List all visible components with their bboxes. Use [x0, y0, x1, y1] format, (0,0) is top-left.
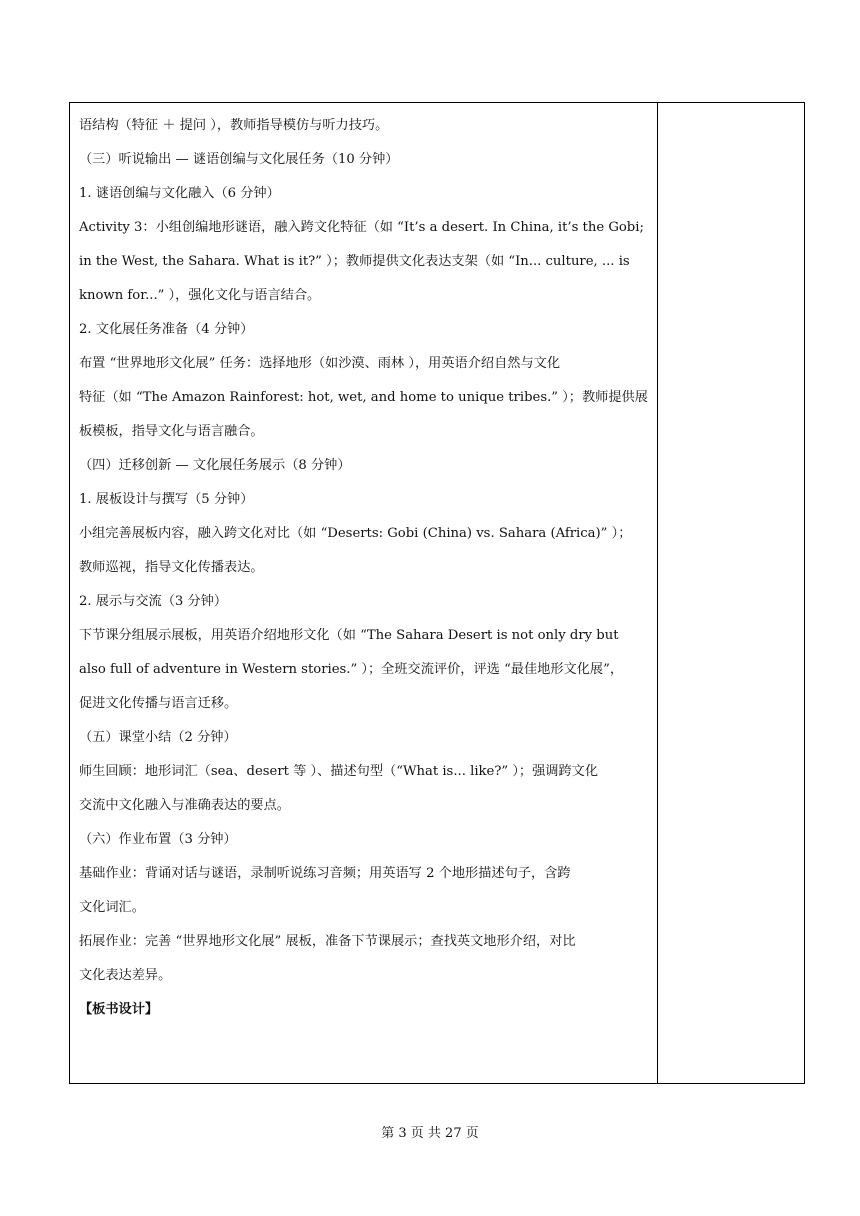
content-line: （三）听说输出 — 谜语创编与文化展任务（10 分钟） — [79, 152, 399, 167]
content-line: 交流中文化融入与准确表达的要点。 — [79, 798, 290, 813]
content-line: 文化词汇。 — [79, 900, 145, 915]
content-line: 教师巡视，指导文化传播表达。 — [79, 560, 264, 575]
content-line: 2. 文化展任务准备（4 分钟） — [79, 322, 254, 337]
content-line: 促进文化传播与语言迁移。 — [79, 696, 238, 711]
content-line: 小组完善展板内容，融入跨文化对比（如 “Deserts: Gobi (China) vs. Sahara (Africa)” ）； — [79, 526, 632, 541]
main-content-cell — [70, 103, 658, 1083]
page-number: 第 3 页 共 27 页 — [381, 1126, 479, 1141]
content-line: 特征（如 “The Amazon Rainforest: hot, wet, and home to unique tribes.” ）；教师提供展 — [79, 390, 648, 405]
content-line: 2. 展示与交流（3 分钟） — [79, 594, 228, 609]
content-line: 师生回顾：地形词汇（sea、desert 等 ）、描述句型（“What is... like?” ）；强调跨文化 — [79, 764, 599, 779]
content-line: （四）迁移创新 — 文化展任务展示（8 分钟） — [79, 458, 351, 473]
content-line: 基础作业：背诵对话与谜语，录制听说练习音频；用英语写 2 个地形描述句子，含跨 — [79, 866, 571, 881]
content-line: 板模板，指导文化与语言融合。 — [79, 424, 264, 439]
content-line: 1. 展板设计与撰写（5 分钟） — [79, 492, 254, 507]
content-line: Activity 3：小组创编地形谜语，融入跨文化特征（如 “It’s a desert. In China, it’s the Gobi; — [79, 220, 644, 235]
content-line: 拓展作业：完善 “世界地形文化展” 展板，准备下节课展示；查找英文地形介绍，对比 — [79, 934, 576, 949]
content-line: （六）作业布置（3 分钟） — [79, 832, 237, 847]
lesson-plan-table — [69, 102, 805, 1084]
content-line: 1. 谜语创编与文化融入（6 分钟） — [79, 186, 280, 201]
content-line: also full of adventure in Western stories.” ）；全班交流评价，评选 “最佳地形文化展”， — [79, 662, 624, 677]
content-line: （五）课堂小结（2 分钟） — [79, 730, 237, 745]
content-line: known for...” ），强化文化与语言结合。 — [79, 288, 321, 303]
content-lines — [79, 109, 653, 1027]
side-notes-cell — [658, 103, 804, 1083]
content-line: 【板书设计】 — [79, 1002, 159, 1017]
content-line: 布置 “世界地形文化展” 任务：选择地形（如沙漠、雨林 ），用英语介绍自然与文化 — [79, 356, 561, 371]
content-line: 语结构（特征 ＋ 提问 ），教师指导模仿与听力技巧。 — [79, 118, 389, 133]
content-line: in the West, the Sahara. What is it?” ）；教师提供文化表达支架（如 “In... culture, ... is — [79, 254, 630, 269]
content-line: 文化表达差异。 — [79, 968, 172, 983]
content-line: 下节课分组展示展板，用英语介绍地形文化（如 “The Sahara Desert is not only dry but — [79, 628, 619, 643]
